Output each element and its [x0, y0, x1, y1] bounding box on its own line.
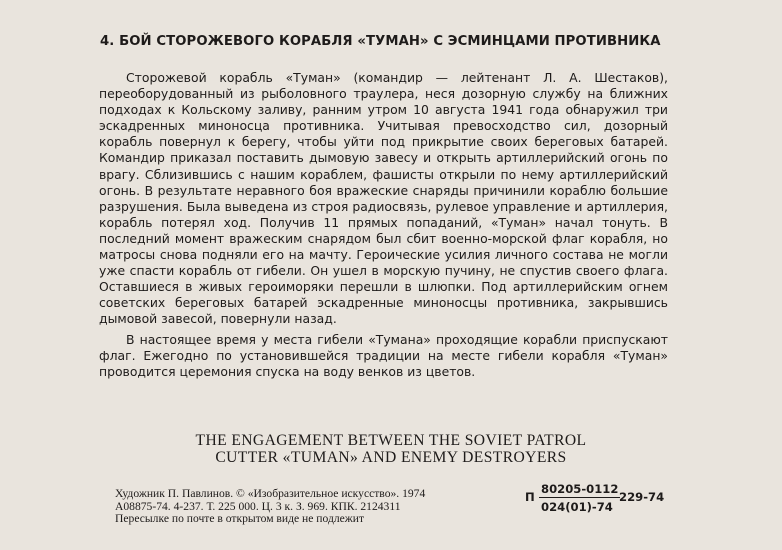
imprint-line-3: Пересылке по почте в открытом виде не подлежит	[115, 512, 365, 525]
english-title-line-1: THE ENGAGEMENT BETWEEN THE SOVIET PATROL	[195, 432, 587, 449]
index-denominator: 024(01)-74	[541, 500, 613, 514]
index-numerator: 80205-0112	[541, 482, 619, 496]
publisher-imprint	[115, 488, 535, 526]
article-body	[99, 70, 668, 380]
paragraph-1: Сторожевой корабль «Туман» (командир — лейтенант Л. А. Шестаков), переоборудованный из рыболовного траулера, неся дозорную службу на ближних подходах к Кольскому заливу, ранним утром 10 августа 1941 года обнаружил три эскадренных миноносца противника. Учитывая превосходство сил, дозорный корабль повернул к берегу, чтобы уйти под прикрытие своих береговых батарей. Командир приказал поставить дымовую завесу и открыть артиллерийский огонь по врагу. Сблизившись с нашим кораблем, фашисты открыли по нему артиллерийский огонь. В результате неравного боя вражеские снаряды причинили кораблю большие разрушения. Была выведена из строя радиосвязь, рулевое управление и артиллерия, корабль потерял ход. Получив 11 прямых попаданий, «Туман» начал тонуть. В последний момент вражеским снарядом был сбит военно-морской флаг корабля, но матросы снова подняли его на мачту. Героические усилия личного состава не могли уже спасти корабль от гибели. Он ушел в морскую пучину, не спустив своего флага. Оставшиеся в живых героиморяки перешли в шлюпки. Под артиллерийским огнем советских береговых батарей эскадренные миноносцы противника, закрывшись дымовой завесой, повернули назад.	[99, 70, 668, 327]
index-letter: П	[525, 490, 535, 504]
english-title	[100, 432, 682, 466]
imprint-line-2: А08875-74. 4-237. Т. 225 000. Ц. 3 к. З. 969. КПК. 2124311	[115, 499, 401, 513]
imprint-line-1: Художник П. Павлинов. © «Изобразительное искусство». 1974	[115, 487, 426, 500]
index-side-code: 229-74	[619, 490, 665, 504]
paragraph-2: В настоящее время у места гибели «Тумана» проходящие корабли приспускают флаг. Ежегодно по установившейся традиции на месте гибели корабля «Туман» проводится церемония спуска на воду венков из цветов.	[99, 331, 668, 379]
english-title-line-2: CUTTER «TUMAN» AND ENEMY DESTROYERS	[215, 449, 567, 466]
page-title: 4. БОЙ СТОРОЖЕВОГО КОРАБЛЯ «ТУМАН» С ЭСМИНЦАМИ ПРОТИВНИКА	[100, 34, 661, 49]
index-fraction	[539, 482, 620, 514]
